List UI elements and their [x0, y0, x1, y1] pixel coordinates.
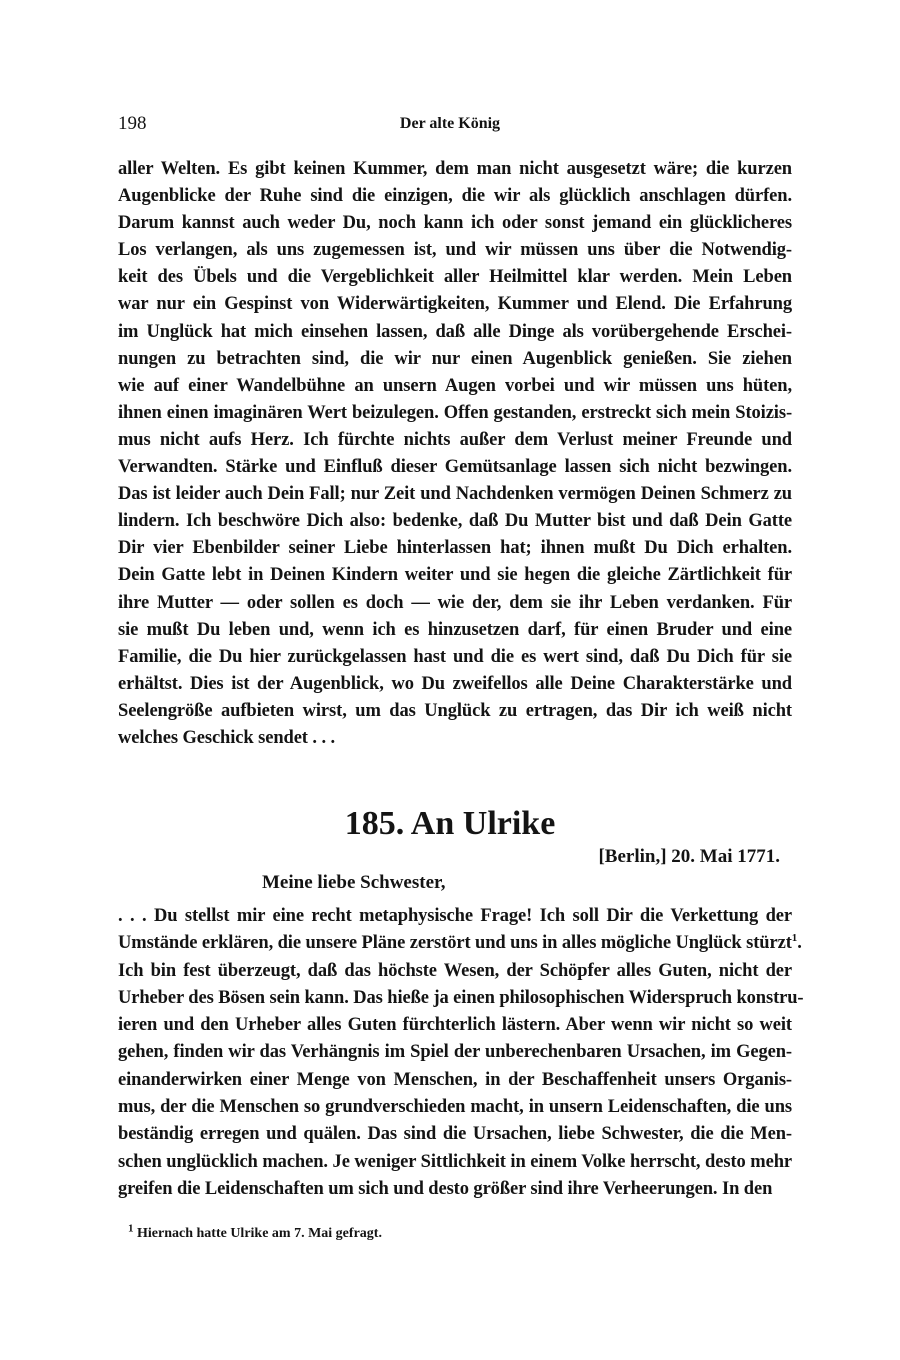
text-line	[118, 930, 802, 957]
text-line-content: mus, der die Menschen so grundverschieden macht, in unsern Leidenschaften, die uns	[118, 1097, 792, 1118]
text-line-content: Darum kannst auch weder Du, noch kann ich oder sonst jemand ein glücklicheres	[118, 213, 792, 234]
text-line-content: beständig erregen und quälen. Das sind die Ursachen, liebe Schwester, die die Men-	[118, 1124, 792, 1145]
text-line-content: Augenblicke der Ruhe sind die einzigen, die wir als glücklich anschlagen dürfen.	[118, 186, 792, 207]
text-line	[118, 346, 792, 373]
text-line	[118, 454, 792, 481]
letter-dateline: [Berlin,] 20. Mai 1771.	[598, 846, 780, 867]
footnote	[128, 1222, 382, 1242]
text-line-content: ihnen einen imaginären Wert beizulegen. Offen gestanden, erstreckt sich mein Stoizis-	[118, 402, 792, 423]
text-line-content: Familie, die Du hier zurückgelassen hast und die es wert sind, daß Du Dich für sie	[118, 646, 792, 667]
text-line	[118, 264, 792, 291]
text-line-content: Ich bin fest überzeugt, daß das höchste Wesen, der Schöpfer alles Guten, nicht der	[118, 960, 792, 981]
text-line	[118, 319, 792, 346]
text-line-content: schen unglücklich machen. Je weniger Sittlichkeit in einem Volke herrscht, desto mehr	[118, 1151, 792, 1172]
text-line	[118, 210, 792, 237]
text-line-content: . . . Du stellst mir eine recht metaphysische Frage! Ich soll Dir die Verkettung der	[118, 906, 792, 926]
text-line	[118, 1094, 792, 1121]
text-line	[118, 1149, 792, 1176]
text-line	[118, 508, 792, 535]
text-line-content: im Unglück hat mich einsehen lassen, daß alle Dinge als vorübergehende Erschei-	[118, 321, 792, 342]
previous-letter-text	[118, 156, 792, 752]
text-line-content: ihre Mutter — oder sollen es doch — wie der, dem sie ihr Leben verdanken. Für	[118, 592, 792, 613]
text-line	[118, 183, 792, 210]
text-line-content: gehen, finden wir das Verhängnis im Spiel der unberechenbaren Ursachen, im Gegen-	[118, 1042, 792, 1063]
text-line-content: Dir vier Ebenbilder seiner Liebe hinterlassen hat; ihnen mußt Du Dich erhalten.	[118, 538, 792, 559]
text-line	[118, 373, 792, 400]
text-line	[118, 590, 792, 617]
text-line-content: Seelengröße aufbieten wirst, um das Unglück zu ertragen, das Dir ich weiß nicht	[118, 700, 792, 721]
footnote-ref: 1	[791, 932, 798, 945]
text-line-content: wie auf einer Wandelbühne an unsern Augen vorbei und wir müssen uns hüten,	[118, 375, 792, 396]
text-line	[118, 903, 792, 930]
running-title: Der alte König	[399, 115, 501, 132]
text-line	[118, 1121, 792, 1148]
text-line-content: aller Welten. Es gibt keinen Kummer, dem man nicht ausgesetzt wäre; die kurzen	[118, 159, 792, 179]
text-line-content: keit des Übels und die Vergeblichkeit aller Heilmittel klar werden. Mein Leben	[118, 267, 792, 288]
text-line	[118, 617, 792, 644]
text-line	[118, 237, 792, 264]
text-line-content: Los verlangen, als uns zugemessen ist, und wir müssen uns über die Notwendig-	[118, 240, 792, 261]
text-line-content: Verwandten. Stärke und Einfluß dieser Gemütsanlage lassen sich nicht bezwingen.	[118, 457, 792, 478]
text-line-content: Das ist leider auch Dein Fall; nur Zeit und Nachdenken vermögen Deinen Schmerz zu	[118, 484, 792, 505]
text-line	[118, 535, 792, 562]
text-line	[118, 725, 792, 752]
text-line	[118, 1176, 792, 1203]
text-line	[118, 985, 804, 1012]
text-line	[118, 671, 792, 698]
text-line	[118, 291, 792, 318]
letter-salutation: Meine liebe Schwester,	[262, 872, 446, 893]
text-line-content: Urheber des Bösen sein kann. Das hieße ja einen philosophischen Widerspruch konstru-	[118, 987, 804, 1008]
text-line-content: erhältst. Dies ist der Augenblick, wo Du zweifellos alle Deine Charakterstärke und	[118, 673, 792, 694]
text-line	[118, 958, 792, 985]
page-number: 198	[118, 113, 147, 134]
text-line-content: einanderwirken einer Menge von Menschen, in der Beschaffenheit unsers Organis-	[118, 1069, 792, 1090]
text-line-content: mus nicht aufs Herz. Ich fürchte nichts außer dem Verlust meiner Freunde und	[118, 429, 792, 450]
text-line	[118, 481, 792, 508]
text-line	[118, 1039, 792, 1066]
punctuation: .	[797, 933, 802, 954]
text-line	[118, 644, 792, 671]
letter-title: 185. An Ulrike	[344, 805, 556, 842]
text-line	[118, 1067, 792, 1094]
text-line-content: war nur ein Gespinst von Widerwärtigkeiten, Kummer und Elend. Die Erfahrung	[118, 294, 792, 315]
text-line-content: lindern. Ich beschwöre Dich also: bedenke, daß Du Mutter bist und daß Dein Gatte	[118, 511, 792, 532]
footnote-text: Hiernach hatte Ulrike am 7. Mai gefragt.	[137, 1226, 382, 1241]
text-line	[118, 427, 792, 454]
text-line	[118, 156, 792, 183]
letter-body	[118, 903, 804, 1203]
text-line	[118, 562, 792, 589]
text-line-content: greifen die Leidenschaften um sich und desto größer sind ihre Verheerungen. In den	[118, 1178, 773, 1199]
text-line-content: nungen zu betrachten sind, die wir nur einen Augenblick genießen. Sie ziehen	[118, 348, 792, 369]
footnote-mark: 1	[128, 1222, 134, 1235]
text-line-content: ieren und den Urheber alles Guten fürchterlich lästern. Aber wenn wir nicht so weit	[118, 1015, 792, 1036]
text-line	[118, 1012, 792, 1039]
text-line-content: Umstände erklären, die unsere Pläne zerstört und uns in alles mögliche Unglück stürzt	[118, 933, 792, 954]
text-line-content: welches Geschick sendet . . .	[118, 727, 336, 748]
text-line	[118, 698, 792, 725]
text-line	[118, 400, 792, 427]
text-line-content: sie mußt Du leben und, wenn ich es hinzusetzen darf, für einen Bruder und eine	[118, 619, 792, 640]
text-line-content: Dein Gatte lebt in Deinen Kindern weiter und sie hegen die gleiche Zärtlichkeit für	[118, 565, 792, 586]
